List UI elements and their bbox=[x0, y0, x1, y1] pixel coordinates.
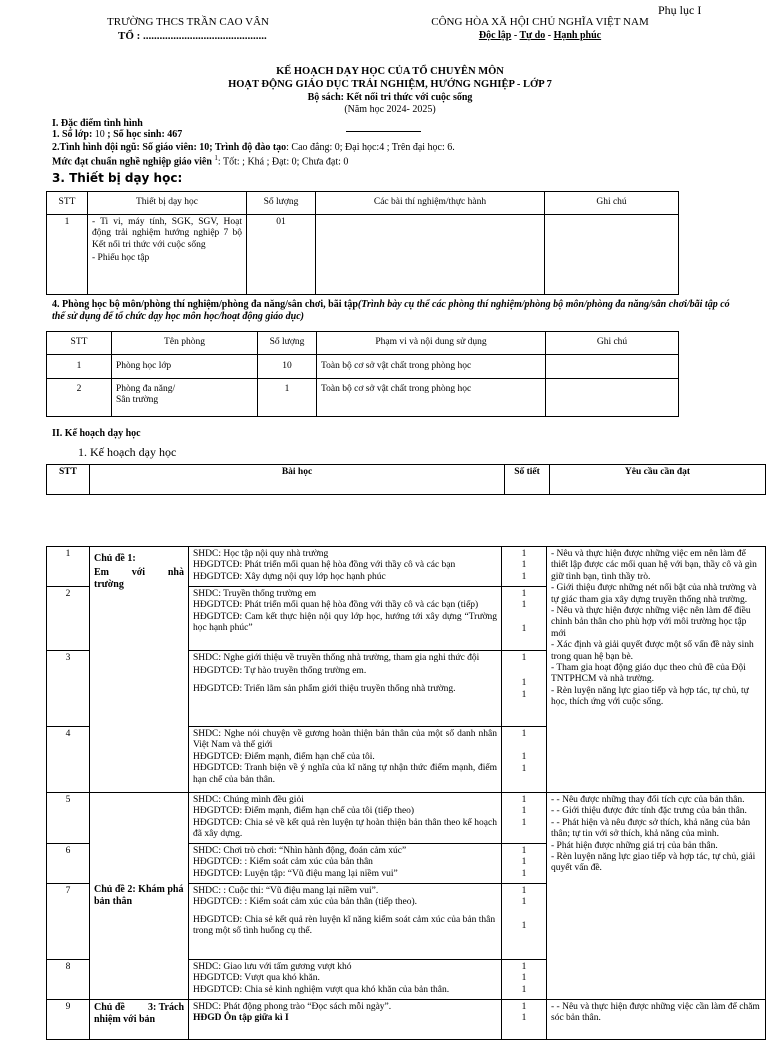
republic-title: CÔNG HÒA XÃ HỘI CHỦ NGHĨA VIỆT NAM bbox=[431, 16, 649, 28]
section-2-subheading: 1. Kế hoạch dạy học bbox=[78, 445, 177, 459]
cell-experiments bbox=[316, 215, 545, 295]
lesson-cell: SHDC: Chơi trò chơi: “Nhìn hành động, đoán cảm xúc” HĐGDTCĐ: : Kiểm soát cảm xúc của bản thân HĐGDTCĐ: Luyện tập: “Vũ điệu mang lại niềm vui” bbox=[189, 844, 502, 884]
cell-scope: Toàn bộ cơ sở vật chất trong phòng học bbox=[317, 355, 546, 379]
topic-2-label: Chủ đề 2: Khám phá bản thân bbox=[94, 884, 184, 907]
cell-stt: 7 bbox=[47, 884, 90, 960]
group-line: TỔ : ............................................. bbox=[118, 30, 267, 42]
cell-stt: 8 bbox=[47, 960, 90, 1000]
staff-line: 2.Tình hình đội ngũ: Số giáo viên: 10; Trình độ đào tạo: Cao đẳng: 0; Đại học:4 ; Trên đại học: 6. bbox=[52, 142, 455, 153]
lesson-cell: SHDC: Truyền thống trường em HĐGDTCĐ: Phát triển mối quan hệ hòa đồng với thầy cô và các bạn (tiếp) HĐGDTCĐ: Cam kết thực hiện nội quy lớp học, hướng tới xây dựng “Trường học hạnh phúc” bbox=[189, 587, 502, 651]
cell-stt: 9 bbox=[47, 1000, 90, 1040]
lesson-cell: SHDC: : Cuộc thi: “Vũ điệu mang lại niềm vui”. HĐGDTCĐ: : Kiểm soát cảm xúc của bản thân (tiếp theo). HĐGDTCĐ: Chia sẻ kết quả rèn luyện kĩ năng kiểm soát cảm xúc của bản thân trong một số tình huống cụ thể. bbox=[189, 884, 502, 960]
cell-device bbox=[88, 215, 247, 295]
col-periods: Số tiết bbox=[505, 465, 550, 495]
device-main: - Ti vi, máy tính, SGK, SGV, Hoạt động trải nghiệm hướng nghiệp 7 bộ Kết nối tri thức với cuộc sống bbox=[92, 217, 242, 250]
lesson-cell: SHDC: Học tập nội quy nhà trường HĐGDTCĐ: Phát triển mối quan hệ hòa đồng với thầy cô và các bạn HĐGDTCĐ: Xây dựng nội quy lớp học hạnh phúc bbox=[189, 547, 502, 587]
col-scope: Phạm vi và nội dung sử dụng bbox=[317, 332, 546, 355]
topic-1: Chủ đề 1: Em với nhà trường bbox=[90, 547, 189, 793]
table-row bbox=[47, 793, 766, 844]
separator-line bbox=[346, 131, 421, 132]
periods-cell: 1 1 1 bbox=[502, 844, 547, 884]
col-note: Ghi chú bbox=[545, 192, 679, 215]
cell-qty: 10 bbox=[258, 355, 317, 379]
col-note: Ghi chú bbox=[546, 332, 679, 355]
cell-stt: 1 bbox=[47, 355, 112, 379]
topic-1-label: Chủ đề 1: bbox=[94, 553, 136, 564]
device-sub: - Phiếu học tập bbox=[92, 253, 150, 264]
motto: Độc lập - Tự do - Hạnh phúc bbox=[478, 30, 602, 41]
lesson-cell: SHDC: Giao lưu với tấm gương vượt khó HĐGDTCĐ: Vượt qua khó khăn. HĐGDTCĐ: Chia sẻ kinh nghiệm vượt qua khó khăn của bản thân. bbox=[189, 960, 502, 1000]
table-row bbox=[47, 215, 679, 295]
plan-header-table bbox=[46, 464, 766, 495]
periods-cell: 1 1 bbox=[502, 1000, 547, 1040]
periods-cell: 1 1 1 bbox=[502, 651, 547, 727]
standard-line: Mức đạt chuẩn nghề nghiệp giáo viên $^1$: Tốt: ; Khá ; Đạt: 0; Chưa đạt: 0 bbox=[52, 154, 349, 168]
topic-2 bbox=[90, 793, 189, 1000]
table-row bbox=[47, 547, 766, 587]
table-row bbox=[47, 379, 679, 417]
section-2-heading: II. Kế hoạch dạy học bbox=[52, 428, 141, 439]
section-3-heading: 3. Thiết bị dạy học: bbox=[52, 171, 183, 185]
periods-cell: 1 1 1 bbox=[502, 547, 547, 587]
topic-3: Chủ đề 3: Trách nhiệm với bản bbox=[90, 1000, 189, 1040]
col-qty: Số lượng bbox=[258, 332, 317, 355]
cell-stt: 1 bbox=[47, 547, 90, 587]
lesson-cell: SHDC: Nghe giới thiệu về truyền thống nhà trường, tham gia nghi thức đội HĐGDTCĐ: Tự hào truyền thống trường em. HĐGDTCĐ: Triển lãm sản phẩm giới thiệu truyền thống nhà trường. bbox=[189, 651, 502, 727]
col-qty: Số lượng bbox=[247, 192, 316, 215]
periods-cell: 1 1 1 bbox=[502, 960, 547, 1000]
lesson-cell: SHDC: Phát động phong trào “Đọc sách mỗi ngày”. HĐGD Ôn tập giữa kì I bbox=[189, 1000, 502, 1040]
room-name-line-2: Sân trường bbox=[116, 395, 159, 406]
lesson-cell: SHDC: Chúng mình đều giỏi HĐGDTCĐ: Điểm mạnh, điểm hạn chế của tôi (tiếp theo) HĐGDTCĐ: Chia sẻ về kết quả rèn luyện tự hoàn thiện bản thân theo kế hoạch đã xây dựng. bbox=[189, 793, 502, 844]
section-4-heading: 4. Phòng học bộ môn/phòng thí nghiệm/phòng đa năng/sân chơi, bãi tập(Trình bày cụ thể các phòng thí nghiệm/phòng bộ môn/phòng đa năng/sân chơi/bãi tập có thể sử dụng để tổ chức dạy học môn học/hoạt động giáo dục) bbox=[52, 299, 730, 322]
cell-stt: 2 bbox=[47, 587, 90, 651]
cell-room: Phòng học lớp bbox=[112, 355, 258, 379]
cell-stt: 3 bbox=[47, 651, 90, 727]
title-4: (Năm học 2024- 2025) bbox=[344, 104, 436, 115]
plan-table bbox=[46, 546, 766, 1040]
title-2: HOẠT ĐỘNG GIÁO DỤC TRẢI NGHIỆM, HƯỚNG NGHIỆP - LỚP 7 bbox=[228, 79, 552, 90]
cell-qty: 01 bbox=[247, 215, 316, 295]
col-experiments: Các bài thí nghiệm/thực hành bbox=[316, 192, 545, 215]
table-row bbox=[47, 355, 679, 379]
col-stt: STT bbox=[47, 332, 112, 355]
col-stt: STT bbox=[47, 465, 90, 495]
cell-note bbox=[546, 379, 679, 417]
cell-stt: 2 bbox=[47, 379, 112, 417]
school-name: TRƯỜNG THCS TRẦN CAO VÂN bbox=[107, 16, 269, 28]
cell-stt: 6 bbox=[47, 844, 90, 884]
title-1: KẾ HOẠCH DẠY HỌC CỦA TỔ CHUYÊN MÔN bbox=[276, 66, 504, 77]
cell-stt: 1 bbox=[47, 215, 88, 295]
periods-cell: 1 1 1 bbox=[502, 793, 547, 844]
cell-note bbox=[546, 355, 679, 379]
periods-cell: 1 1 1 bbox=[502, 727, 547, 793]
requirements-topic-1: - Nêu và thực hiện được những việc em nên làm để thiết lập được các mối quan hệ với bạn, thầy cô và gìn giữ tình bạn, tình thầy trò. - Giới thiệu được những nét nổi bật của nhà trường và tự giác tham gia xây dựng truyền thống nhà trường. - Nêu và thực hiện được những việc nên làm để điều chỉnh bản thân cho phù hợp với môi trường học tập mới - Xác định và giải quyết được một số vấn đề này sinh trong quan hệ bạn bè. - Tham gia hoạt động giáo dục theo chủ đề của Đội TNTPHCM và nhà trường. - Rèn luyện năng lực giao tiếp và hợp tác, tự chủ, tự học, thích ứng với cuộc sống. bbox=[547, 547, 766, 793]
cell-stt: 4 bbox=[47, 727, 90, 793]
section-1-heading: I. Đặc điểm tình hình bbox=[52, 118, 143, 129]
requirements-topic-2: - - Nêu được những thay đổi tích cực của bản thân. - - Giới thiệu được đức tính đặc trưng của bản thân. - - Phát hiện và nêu được sở thích, khả năng của bản thân; tự tin với sở thích, khả năng của mình. - Phát hiện được những giá trị của bản thân. - Rèn luyện năng lực giao tiếp và hợp tác, tự chủ, giải quyết vấn đề. bbox=[547, 793, 766, 1000]
title-3: Bộ sách: Kết nối tri thức với cuộc sống bbox=[307, 92, 473, 103]
col-room: Tên phòng bbox=[112, 332, 258, 355]
col-device: Thiết bị dạy học bbox=[88, 192, 247, 215]
col-requirements: Yêu cầu cần đạt bbox=[550, 465, 766, 495]
col-lesson: Bài học bbox=[90, 465, 505, 495]
class-count-line: 1. Số lớp: 10 ; Số học sinh: 467 bbox=[52, 129, 183, 140]
periods-cell: 1 1 1 bbox=[502, 884, 547, 960]
rooms-table bbox=[46, 331, 679, 417]
table-row bbox=[47, 1000, 766, 1040]
cell-scope: Toàn bộ cơ sở vật chất trong phòng học bbox=[317, 379, 546, 417]
appendix-label: Phụ lục I bbox=[658, 3, 702, 17]
cell-qty: 1 bbox=[258, 379, 317, 417]
cell-note bbox=[545, 215, 679, 295]
cell-room bbox=[112, 379, 258, 417]
requirements-topic-3: - - Nêu và thực hiện được những việc cần làm để chăm sóc bản thân. bbox=[547, 1000, 766, 1040]
room-name-line-1: Phòng đa năng/ bbox=[116, 384, 176, 394]
cell-stt: 5 bbox=[47, 793, 90, 844]
lesson-cell: SHDC: Nghe nói chuyện về gương hoàn thiện bản thân của một số danh nhân Việt Nam và thế giới HĐGDTCĐ: Điểm mạnh, điểm hạn chế của tôi. HĐGDTCĐ: Tranh biện về ý nghĩa của kĩ năng tự nhận thức điểm mạnh, điểm hạn chế của bản thân. bbox=[189, 727, 502, 793]
equipment-table bbox=[46, 191, 679, 295]
periods-cell: 1 1 1 bbox=[502, 587, 547, 651]
col-stt: STT bbox=[47, 192, 88, 215]
